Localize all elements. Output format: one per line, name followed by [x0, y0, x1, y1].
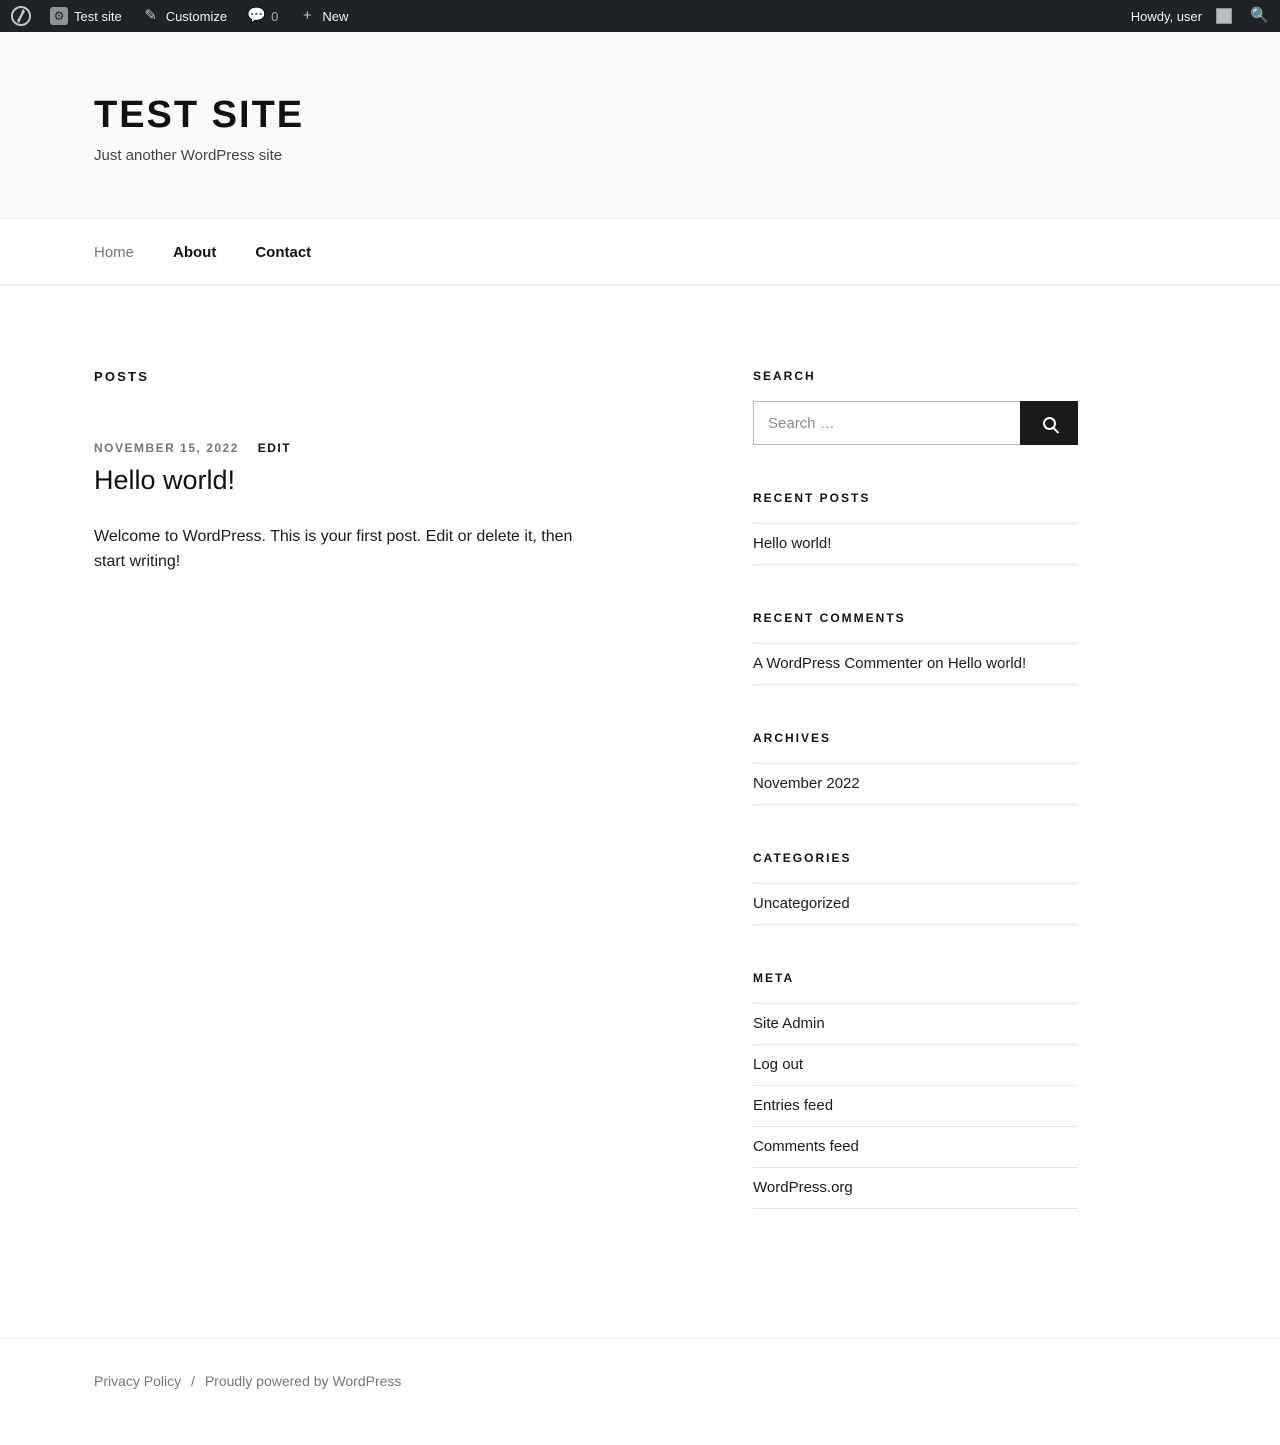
customize-label: Customize [165, 8, 228, 24]
list-item [753, 1127, 1078, 1168]
post-title[interactable]: Hello world! [94, 465, 236, 495]
page-title[interactable]: TEST SITE [94, 94, 305, 136]
site-header [0, 32, 1280, 219]
meta-link-wordpress-org[interactable]: WordPress.org [753, 1179, 853, 1196]
post-date[interactable]: NOVEMBER 15, 2022 [94, 441, 239, 455]
recent-comments-list [753, 643, 1078, 685]
widget-meta [753, 971, 1078, 1209]
search-input[interactable] [753, 401, 1020, 445]
footer-separator: / [191, 1373, 195, 1389]
wordpress-credit-link[interactable]: Proudly powered by WordPress [204, 1373, 402, 1389]
pencil-icon: ✎ [144, 7, 157, 24]
list-item [753, 763, 1078, 805]
widget-meta-title: META [753, 971, 795, 985]
list-item [753, 1168, 1078, 1209]
widget-recent-posts-title: RECENT POSTS [753, 491, 871, 505]
post-excerpt: Welcome to WordPress. This is your first post. Edit or delete it, then start writing! [94, 527, 573, 571]
nav-item-home[interactable]: Home [94, 243, 135, 261]
sidebar [753, 369, 1078, 1255]
plus-icon: + [302, 7, 312, 24]
site-tagline: Just another WordPress site [94, 147, 283, 164]
nav-item-about[interactable]: About [173, 243, 217, 261]
footer-inner [94, 1373, 1186, 1389]
archives-list [753, 763, 1078, 805]
categories-list [753, 883, 1078, 925]
meta-link-site-admin[interactable]: Site Admin [753, 1015, 825, 1032]
nav-item-contact[interactable]: Contact [255, 243, 312, 261]
wordpress-logo-menu[interactable] [0, 0, 40, 32]
comment-author-link[interactable]: A WordPress Commenter [753, 655, 923, 672]
list-item [753, 1045, 1078, 1086]
list-item [753, 1003, 1078, 1045]
wordpress-logo-icon [11, 6, 31, 26]
archive-link-november-2022[interactable]: November 2022 [753, 775, 860, 792]
category-link-uncategorized[interactable]: Uncategorized [753, 895, 850, 912]
widget-search-title: SEARCH [753, 369, 816, 383]
primary-navigation [0, 219, 1280, 285]
widget-recent-comments-title: RECENT COMMENTS [753, 611, 906, 625]
post-article [94, 441, 676, 575]
admin-bar-right [1121, 0, 1280, 32]
content-area [94, 285, 1186, 1255]
comment-count: 0 [271, 8, 279, 24]
nav-inner [94, 219, 1186, 285]
admin-bar-search[interactable] [1242, 0, 1280, 32]
meta-link-comments-feed[interactable]: Comments feed [753, 1138, 859, 1155]
comment-post-link[interactable]: Hello world! [947, 655, 1027, 672]
search-submit-button[interactable] [1020, 401, 1078, 445]
site-footer [0, 1338, 1280, 1423]
howdy-label: Howdy, user [1130, 8, 1202, 24]
list-item [753, 643, 1078, 685]
post-edit-link[interactable]: EDIT [257, 441, 292, 455]
search-icon [1043, 417, 1056, 430]
comment-bubble-icon: 💬 [247, 7, 266, 24]
admin-bar-left [0, 0, 358, 32]
admin-bar-comments[interactable] [237, 0, 288, 32]
search-form [753, 401, 1078, 445]
widget-recent-comments [753, 611, 1078, 685]
meta-list [753, 1003, 1078, 1209]
list-item [753, 523, 1078, 565]
posts-heading: POSTS [94, 369, 150, 384]
meta-link-entries-feed[interactable]: Entries feed [753, 1097, 834, 1114]
search-icon: 🔍 [1250, 7, 1269, 24]
avatar [1216, 8, 1232, 24]
admin-bar-new[interactable] [288, 0, 358, 32]
list-item [753, 1086, 1078, 1127]
main-content [94, 369, 676, 1255]
comment-on-label: on [926, 655, 944, 672]
site-header-inner [94, 94, 1186, 164]
new-label: New [322, 8, 349, 24]
widget-categories-title: CATEGORIES [753, 851, 852, 865]
admin-bar-customize[interactable] [132, 0, 237, 32]
widget-recent-posts [753, 491, 1078, 565]
privacy-policy-link[interactable]: Privacy Policy [94, 1373, 182, 1389]
widget-search [753, 369, 1078, 445]
widget-archives [753, 731, 1078, 805]
site-icon: ⚙ [50, 7, 68, 25]
recent-post-link[interactable]: Hello world! [753, 535, 832, 552]
list-item [753, 883, 1078, 925]
meta-link-log-out[interactable]: Log out [753, 1056, 804, 1073]
admin-bar-my-account[interactable] [1121, 0, 1242, 32]
site-name-label: Test site [74, 8, 122, 24]
post-meta [94, 441, 676, 455]
admin-bar-site-name[interactable] [40, 0, 132, 32]
recent-posts-list [753, 523, 1078, 565]
admin-bar [0, 0, 1280, 32]
widget-archives-title: ARCHIVES [753, 731, 832, 745]
widget-categories [753, 851, 1078, 925]
